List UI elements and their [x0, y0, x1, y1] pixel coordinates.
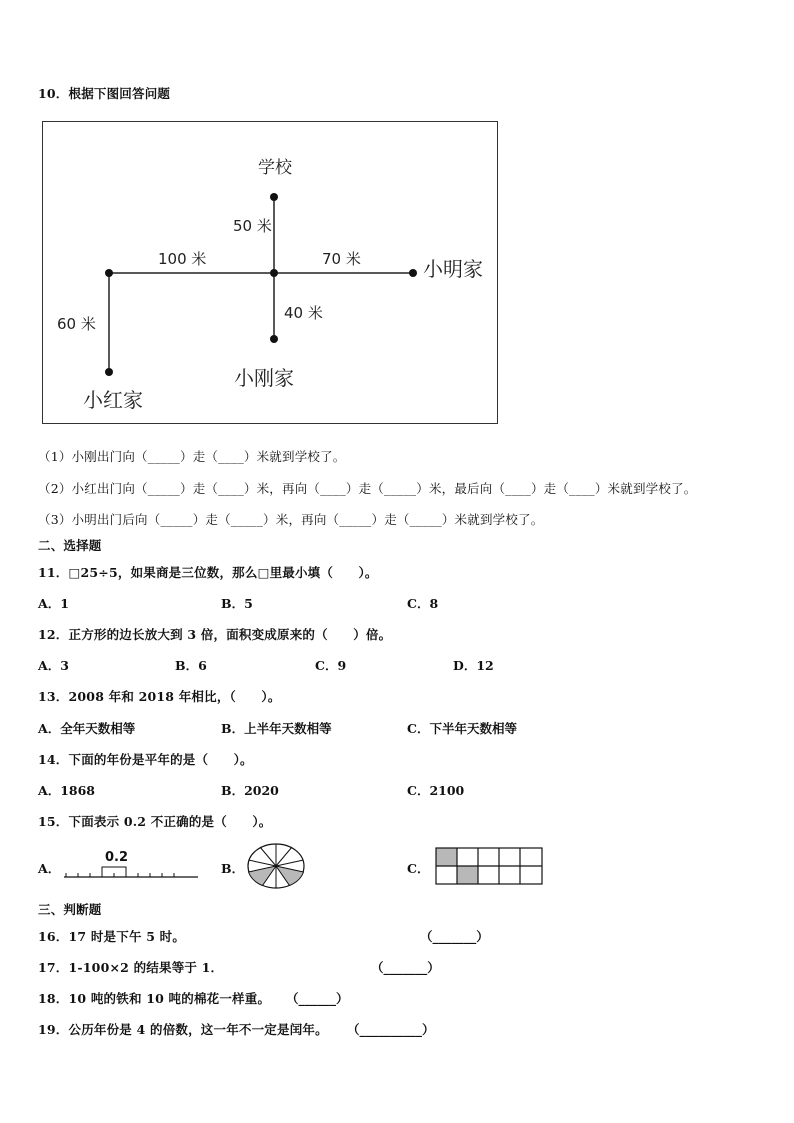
grid-shaded-cell-1 [436, 848, 457, 866]
xiaogang-point [270, 335, 278, 343]
q11-stem: 11．□25÷5，如果商是三位数，那么□里最小填（ ）。 [38, 565, 378, 580]
corner-point [105, 269, 113, 277]
q15-circle-figure [245, 842, 309, 890]
q10-sub1: （1）小刚出门向（_____）走（____）米就到学校了。 [38, 449, 346, 464]
distance-school: 50 米 [233, 217, 272, 235]
center-point [270, 269, 278, 277]
q17-answer-blank[interactable]: （_______） [371, 960, 440, 975]
section2-heading: 二、选择题 [38, 538, 102, 553]
route-map [42, 121, 498, 424]
q10-sub3: （3）小明出门后向（_____）走（_____）米，再向（_____）走（_____）米就到学校了。 [38, 512, 544, 527]
q15-option-a: A． [38, 861, 61, 876]
q18-answer-blank[interactable]: （______） [286, 991, 349, 1006]
q13-option-c: C．下半年天数相等 [407, 721, 517, 736]
q13-option-b: B．上半年天数相等 [221, 721, 332, 736]
q14-option-c: C．2100 [407, 783, 465, 798]
q10-sub2: （2）小红出门向（_____）走（____）米，再向（____）走（_____）米，最后向（____）走（____）米就到学校了。 [38, 481, 697, 496]
grid-shaded-cell-2 [457, 866, 478, 884]
distance-left: 100 米 [158, 250, 207, 268]
xiaoming-point [409, 269, 417, 277]
q11-option-a: A．1 [38, 596, 69, 611]
xiaogang-label: 小刚家 [234, 366, 294, 390]
section3-heading: 三、判断题 [38, 902, 102, 917]
route-map-drawing [43, 122, 499, 425]
xiaohong-label: 小红家 [83, 388, 143, 412]
distance-down: 40 米 [284, 304, 323, 322]
q15-number-line [62, 846, 202, 882]
q10-title: 10．根据下图回答问题 [38, 86, 171, 101]
q11-option-b: B．5 [221, 596, 253, 611]
q12-option-a: A．3 [38, 658, 69, 673]
q12-option-c: C．9 [315, 658, 347, 673]
q13-stem: 13．2008 年和 2018 年相比，（ ）。 [38, 689, 281, 704]
q12-stem: 12．正方形的边长放大到 3 倍，面积变成原来的（ ）倍。 [38, 627, 392, 642]
distance-xiaohong: 60 米 [57, 315, 96, 333]
q18-stem: 18．10 吨的铁和 10 吨的棉花一样重。 [38, 991, 271, 1006]
q16-answer-blank[interactable]: （_______） [420, 929, 489, 944]
xiaohong-point [105, 368, 113, 376]
q17-stem: 17．1-100×2 的结果等于 1． [38, 960, 224, 975]
q15-stem: 15．下面表示 0.2 不正确的是（ ）。 [38, 814, 272, 829]
number-line-label: 0.2 [105, 850, 129, 865]
q15-grid-figure [435, 847, 545, 887]
distance-right: 70 米 [322, 250, 361, 268]
q12-option-b: B．6 [175, 658, 207, 673]
q14-stem: 14．下面的年份是平年的是（ ）。 [38, 752, 253, 767]
q14-option-a: A．1868 [38, 783, 95, 798]
q13-option-a: A．全年天数相等 [38, 721, 136, 736]
q19-stem: 19．公历年份是 4 的倍数，这一年不一定是闰年。 [38, 1022, 328, 1037]
q19-answer-blank[interactable]: （__________） [347, 1022, 435, 1037]
school-label: 学校 [258, 158, 292, 178]
q15-option-c: C． [407, 861, 430, 876]
q16-stem: 16．17 时是下午 5 时。 [38, 929, 186, 944]
school-point [270, 193, 278, 201]
q14-option-b: B．2020 [221, 783, 279, 798]
number-line-bracket [102, 867, 126, 873]
q15-option-b: B． [221, 861, 245, 876]
xiaoming-label: 小明家 [423, 257, 483, 281]
q12-option-d: D．12 [453, 658, 494, 673]
q11-option-c: C．8 [407, 596, 439, 611]
